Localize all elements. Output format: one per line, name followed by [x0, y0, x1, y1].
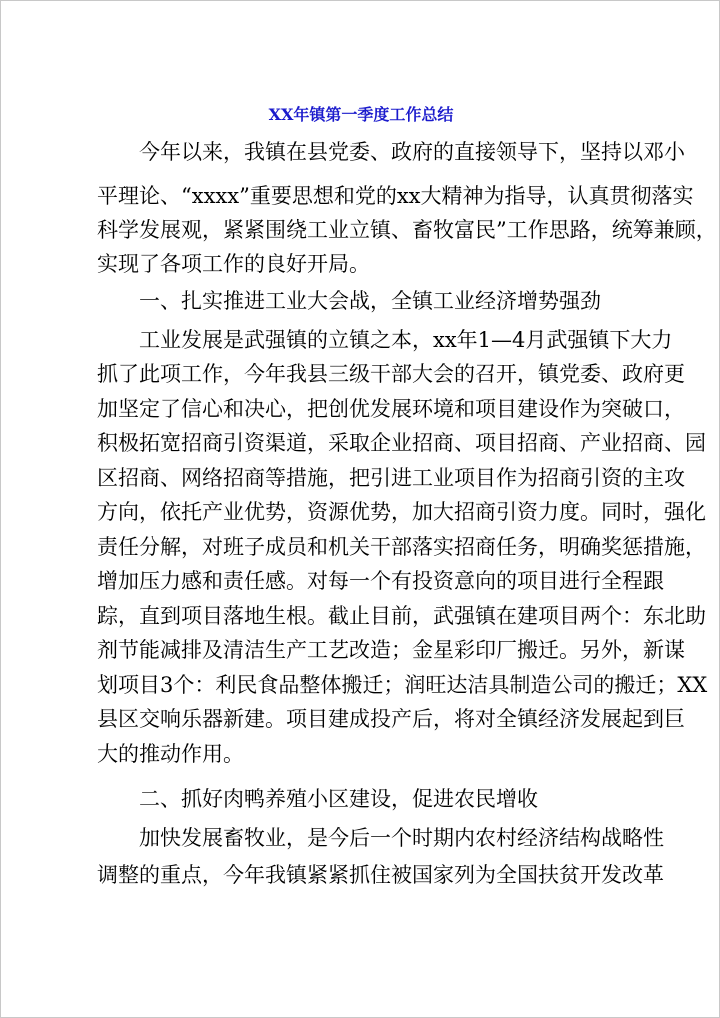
paragraph-line: 今年以来，我镇在县党委、政府的直接领导下，坚持以邓小	[139, 140, 685, 164]
paragraph-line: 科学发展观，紧紧围绕工业立镇、畜牧富民”工作思路，统筹兼顾，	[97, 218, 717, 242]
paragraph-line: 实现了各项工作的良好开局。	[97, 252, 370, 276]
paragraph-line: 工业发展是武强镇的立镇之本，xx年1—4月武强镇下大力	[139, 328, 673, 352]
paragraph-line: 大的推动作用。	[97, 742, 244, 766]
paragraph-line: 踪，直到项目落地生根。截止目前，武强镇在建项目两个：东北助	[97, 604, 706, 628]
paragraph-line: 平理论、“xxxx”重要思想和党的xx大精神为指导，认真贯彻落实	[97, 184, 694, 208]
paragraph-line: 县区交响乐器新建。项目建成投产后，将对全镇经济发展起到巨	[97, 707, 685, 731]
paragraph-line: 责任分解，对班子成员和机关干部落实招商任务，明确奖惩措施，	[97, 535, 706, 559]
section-heading: 一、扎实推进工业大会战，全镇工业经济增势强劲	[139, 289, 601, 313]
paragraph-line: 调整的重点，今年我镇紧紧抓住被国家列为全国扶贫开发改革	[97, 863, 664, 887]
paragraph-line: 积极拓宽招商引资渠道，采取企业招商、项目招商、产业招商、园	[97, 431, 706, 455]
paragraph-line: 区招商、网络招商等措施，把引进工业项目作为招商引资的主攻	[97, 466, 685, 490]
paragraph-line: 方向，依托产业优势，资源优势，加大招商引资力度。同时，强化	[97, 500, 706, 524]
paragraph-line: 剂节能减排及清洁生产工艺改造；金星彩印厂搬迁。另外，新谋	[97, 638, 685, 662]
paragraph-line: 划项目3个：利民食品整体搬迁；润旺达洁具制造公司的搬迁；XX	[97, 673, 708, 697]
paragraph-line: 加坚定了信心和决心，把创优发展环境和项目建设作为突破口，	[97, 397, 685, 421]
paragraph-line: 加快发展畜牧业，是今后一个时期内农村经济结构战略性	[139, 826, 664, 850]
paragraph-line: 抓了此项工作，今年我县三级干部大会的召开，镇党委、政府更	[97, 362, 685, 386]
section-heading: 二、抓好肉鸭养殖小区建设，促进农民增收	[139, 787, 538, 811]
paragraph-line: 增加压力感和责任感。对每一个有投资意向的项目进行全程跟	[97, 569, 664, 593]
document-title: XX年镇第一季度工作总结	[268, 105, 454, 124]
